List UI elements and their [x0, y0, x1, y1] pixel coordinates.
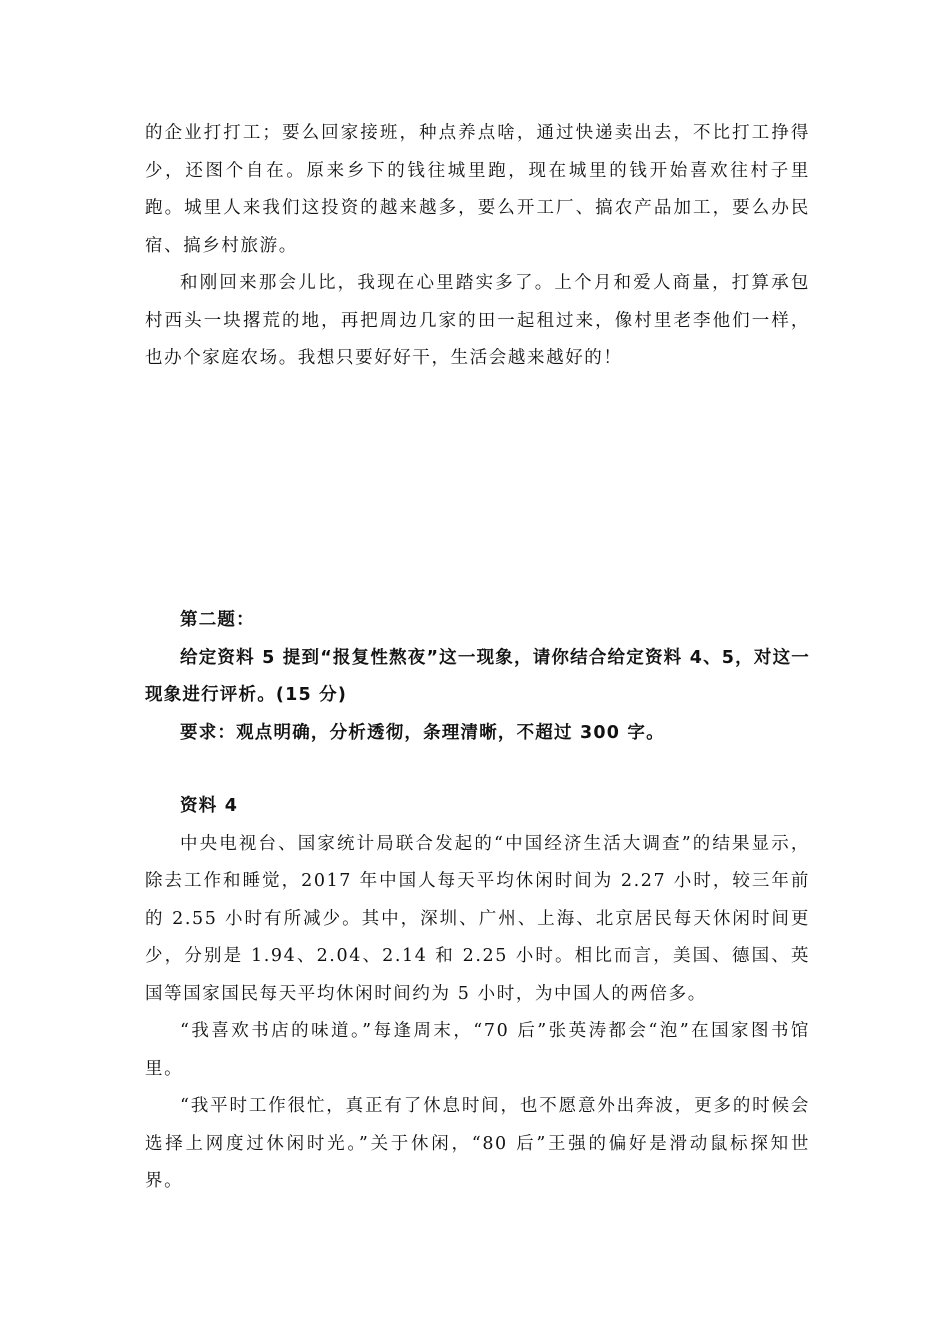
question-heading: 第二题： — [180, 610, 255, 630]
material-paragraph-1: 中央电视台、国家统计局联合发起的“中国经济生活大调查”的结果显示，除去工作和睡觉，2017 年中国人每天平均休闲时间为 2.27 小时，较三年前的 2.55 小时有所减少。其中，深圳、广州、上海、北京居民每天休闲时间更少，分别是 1.94、2.04、2.14 和 2.25 小时。相比而言，美国、德国、英国等国家国民每天平均休闲时间约为 5 小时，为中国人的两倍多。 — [145, 833, 810, 1004]
question-prompt: 给定资料 5 提到“报复性熬夜”这一现象，请你结合给定资料 4、5，对这一现象进行评析。(15 分) — [145, 647, 810, 705]
material-paragraph-2: “我喜欢书店的味道。”每逢周末，“70 后”张英涛都会“泡”在国家图书馆里。 — [145, 1021, 810, 1079]
story-continuation — [145, 115, 810, 378]
material-paragraph-3: “我平时工作很忙，真正有了休息时间，也不愿意外出奔波，更多的时候会选择上网度过休闲时光。”关于休闲，“80 后”王强的偏好是滑动鼠标探知世界。 — [145, 1096, 810, 1191]
story-paragraph-2: 和刚回来那会儿比，我现在心里踏实多了。上个月和爱人商量，打算承包村西头一块撂荒的地，再把周边几家的田一起租过来，像村里老李他们一样，也办个家庭农场。我想只要好好干，生活会越来越好的！ — [145, 273, 810, 368]
material-heading: 资料 4 — [180, 796, 239, 816]
material-4 — [145, 788, 810, 1201]
question-requirement: 要求：观点明确，分析透彻，条理清晰，不超过 300 字。 — [180, 722, 665, 743]
question-two — [145, 602, 810, 752]
story-paragraph-1: 的企业打打工；要么回家接班，种点养点啥，通过快递卖出去，不比打工挣得少，还图个自在。原来乡下的钱往城里跑，现在城里的钱开始喜欢往村子里跑。城里人来我们这投资的越来越多，要么开工厂、搞农产品加工，要么办民宿、搞乡村旅游。 — [145, 123, 810, 256]
